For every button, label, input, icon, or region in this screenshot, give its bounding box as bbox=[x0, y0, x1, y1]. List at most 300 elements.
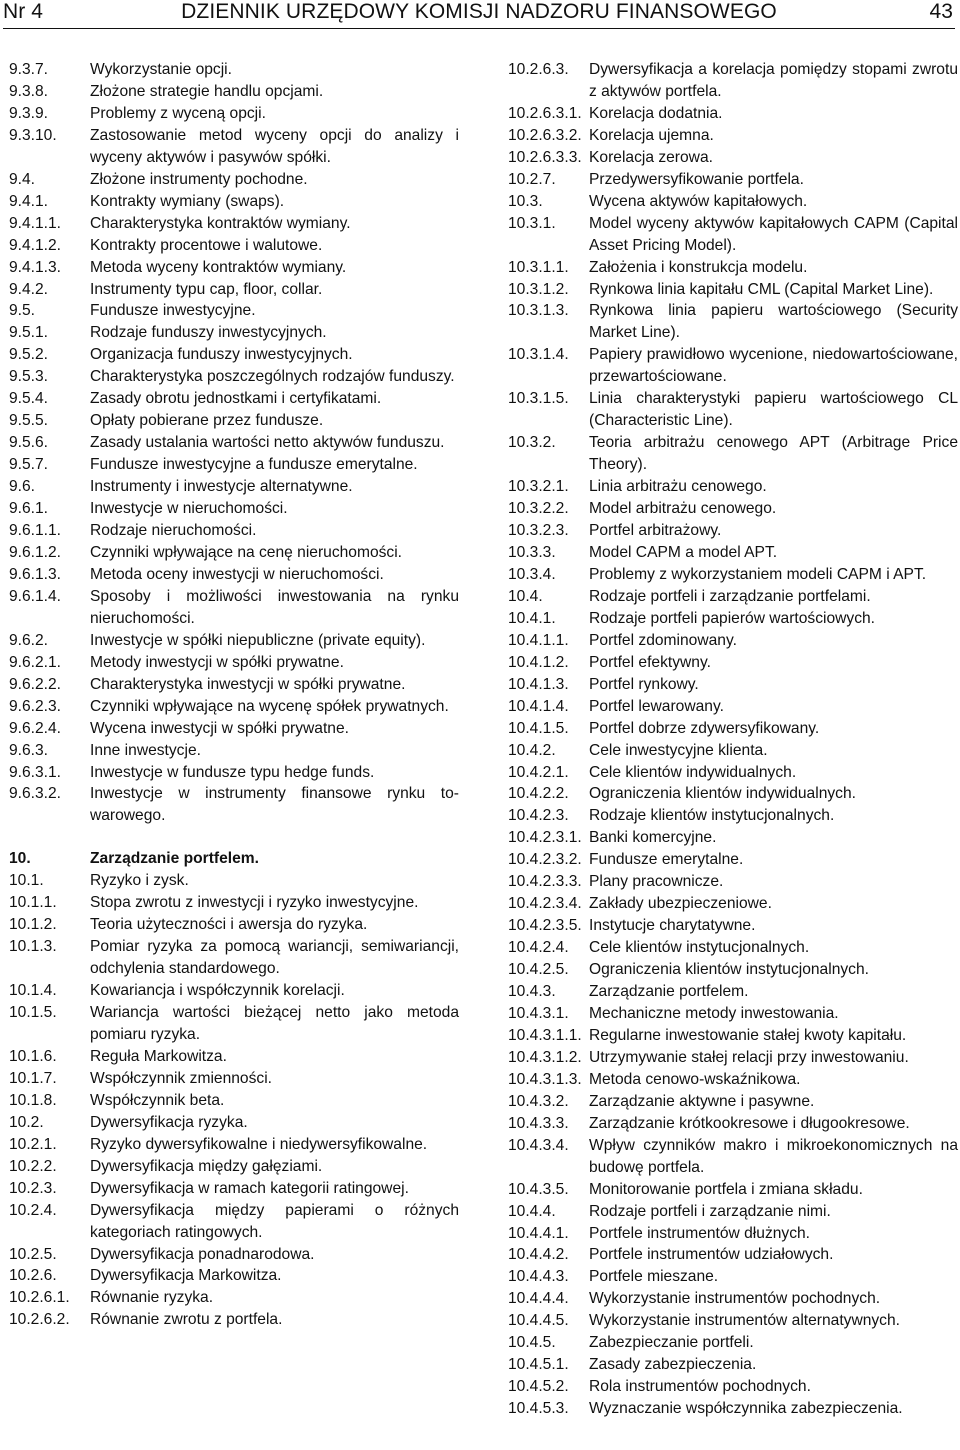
entry-number: 10.4.3.4. bbox=[508, 1136, 569, 1154]
entry-number: 9.5.6. bbox=[9, 434, 49, 452]
entry-number: 10.4.2.3.1. bbox=[508, 829, 582, 847]
entry-number: 10.3.1.5. bbox=[508, 390, 569, 408]
toc-entry bbox=[9, 1046, 459, 1068]
entry-title: Rynkowa linia kapitału CML (Capital Market Line). bbox=[589, 280, 934, 298]
entry-title: Inwestycje w nieruchomości. bbox=[90, 500, 288, 518]
entry-title: Rodzaje funduszy inwestycyjnych. bbox=[90, 324, 327, 342]
journal-title: DZIENNIK URZĘDOWY KOMISJI NADZORU FINANSOWEGO bbox=[181, 0, 777, 23]
entry-number: 10.4.5. bbox=[508, 1334, 556, 1352]
toc-entry bbox=[9, 652, 459, 674]
entry-title: Inwestycje w spółki niepubliczne (private equity). bbox=[90, 631, 426, 649]
entry-title: Cele klientów instytucjonalnych. bbox=[589, 939, 810, 957]
entry-number: 9.5.5. bbox=[9, 412, 49, 430]
entry-number: 9.3.9. bbox=[9, 104, 49, 122]
entry-title: Wariancja wartości bieżącej netto jako metoda pomiaru ryzyka. bbox=[90, 1004, 459, 1043]
toc-entry bbox=[9, 1090, 459, 1112]
entry-title: Metoda cenowo-wskaźnikowa. bbox=[589, 1070, 801, 1088]
toc-entry bbox=[508, 762, 958, 784]
toc-entry bbox=[9, 870, 459, 892]
entry-title: Złożone instrumenty pochodne. bbox=[90, 170, 308, 188]
toc-entry bbox=[9, 892, 459, 914]
entry-title: Rynkowa linia papieru wartościowego (Security Market Line). bbox=[589, 302, 958, 342]
entry-number: 10.4.3.1. bbox=[508, 1004, 569, 1022]
toc-entry bbox=[508, 257, 958, 279]
entry-title: Dywersyfikacja w ramach kategorii ratingowej. bbox=[90, 1179, 409, 1197]
entry-title: Opłaty pobierane przez fundusze. bbox=[90, 412, 324, 430]
entry-number: 10.4.2.3.4. bbox=[508, 895, 582, 913]
toc-entry bbox=[9, 1112, 459, 1134]
toc-entry bbox=[508, 498, 958, 520]
toc-entry bbox=[9, 586, 459, 630]
toc-entry bbox=[508, 849, 958, 871]
toc-entry bbox=[508, 169, 958, 191]
entry-title: Rodzaje portfeli i zarządzanie portfelami. bbox=[589, 587, 871, 605]
entry-number: 10.1.3. bbox=[9, 938, 57, 956]
entry-title: Ryzyko i zysk. bbox=[90, 872, 189, 890]
entry-title: Charakterystyka poszczególnych rodzajów funduszy. bbox=[90, 368, 455, 386]
entry-number: 9.5.4. bbox=[9, 390, 49, 408]
toc-entry bbox=[508, 805, 958, 827]
entry-number: 10.4.2.3. bbox=[508, 807, 569, 825]
entry-number: 10.3.2.1. bbox=[508, 478, 569, 496]
entry-number: 10.4.1. bbox=[508, 609, 556, 627]
entry-title: Instrumenty typu cap, floor, collar. bbox=[90, 280, 323, 298]
toc-entry bbox=[9, 1134, 459, 1156]
entry-number: 10.4.2.2. bbox=[508, 785, 569, 803]
entry-title: Portfel arbitrażowy. bbox=[589, 522, 722, 540]
toc-entry bbox=[9, 432, 459, 454]
entry-number: 10.4.4.3. bbox=[508, 1268, 569, 1286]
entry-number: 10.4.2. bbox=[508, 741, 556, 759]
toc-entry bbox=[508, 1025, 958, 1047]
entry-title: Portfel rynkowy. bbox=[589, 675, 699, 693]
toc-entry bbox=[508, 630, 958, 652]
entry-title: Papiery prawidłowo wycenione, niedowartościowane, przewartościowane. bbox=[589, 346, 958, 386]
entry-title: Wykorzystanie opcji. bbox=[90, 61, 232, 78]
toc-entry bbox=[508, 388, 958, 432]
toc-entry bbox=[9, 520, 459, 542]
toc-entry bbox=[508, 520, 958, 542]
toc-entry bbox=[508, 564, 958, 586]
entry-title: Rola instrumentów pochodnych. bbox=[589, 1378, 811, 1396]
toc-entry bbox=[508, 300, 958, 344]
entry-number: 10.4.4. bbox=[508, 1202, 556, 1220]
entry-number: 10.2.6.3.1. bbox=[508, 104, 582, 122]
entry-title: Fundusze emerytalne. bbox=[589, 851, 744, 869]
entry-title: Dywersyfikacja a korelacja pomiędzy stopami zwrotu z aktywów portfela. bbox=[589, 61, 958, 100]
entry-title: Fundusze inwestycyjne a fundusze emerytalne. bbox=[90, 456, 418, 474]
entry-number: 10.4.2.5. bbox=[508, 961, 569, 979]
toc-entry bbox=[9, 257, 459, 279]
toc-entry bbox=[508, 827, 958, 849]
entry-number: 9.4.1.3. bbox=[9, 258, 62, 276]
entry-number: 10.2.6.2. bbox=[9, 1311, 70, 1329]
entry-number: 10.4.4.4. bbox=[508, 1290, 569, 1308]
entry-title: Portfele instrumentów udziałowych. bbox=[589, 1246, 834, 1264]
entry-number: 10.4.1.4. bbox=[508, 697, 569, 715]
toc-entry bbox=[9, 914, 459, 936]
entry-number: 10.3.2. bbox=[508, 434, 556, 452]
entry-title: Zasady obrotu jednostkami i certyfikatami. bbox=[90, 390, 382, 408]
toc-entry bbox=[9, 1156, 459, 1178]
entry-title: Dywersyfikacja Markowitza. bbox=[90, 1267, 282, 1285]
entry-title: Dywersyfikacja ryzyka. bbox=[90, 1113, 248, 1131]
entry-title: Instytucje charytatywne. bbox=[589, 917, 756, 935]
entry-number: 10.4.5.3. bbox=[508, 1400, 569, 1418]
entry-number: 9.6.1.1. bbox=[9, 522, 62, 540]
toc-entry bbox=[508, 1069, 958, 1091]
entry-title: Równanie zwrotu z portfela. bbox=[90, 1311, 283, 1329]
toc-entry bbox=[508, 344, 958, 388]
toc-entry bbox=[9, 388, 459, 410]
entry-title: Metody inwestycji w spółki prywatne. bbox=[90, 653, 344, 671]
toc-entry bbox=[508, 213, 958, 257]
entry-title: Równanie ryzyka. bbox=[90, 1289, 214, 1307]
entry-number: 10.4.1.2. bbox=[508, 653, 569, 671]
entry-number: 10.2.5. bbox=[9, 1245, 57, 1263]
toc-entry bbox=[9, 59, 459, 81]
entry-title: Złożone strategie handlu opcjami. bbox=[90, 82, 324, 100]
entry-title: Wpływ czynników makro i mikroekonomicznych na budowę portfela. bbox=[589, 1136, 958, 1176]
page-header bbox=[3, 0, 955, 29]
entry-number: 10.3.1.1. bbox=[508, 258, 569, 276]
toc-entry bbox=[508, 981, 958, 1003]
entry-title: Ograniczenia klientów instytucjonalnych. bbox=[589, 961, 869, 979]
toc-entry bbox=[508, 586, 958, 608]
toc-entry bbox=[9, 498, 459, 520]
entry-title: Dywersyfikacja między papierami o różnych kategoriach ratingowych. bbox=[90, 1201, 459, 1241]
entry-title: Banki komercyjne. bbox=[589, 829, 717, 847]
entry-number: 9.3.10. bbox=[9, 126, 57, 144]
entry-number: 9.4.1.2. bbox=[9, 236, 62, 254]
toc-entry bbox=[9, 103, 459, 125]
entry-title: Kontrakty procentowe i walutowe. bbox=[90, 236, 323, 254]
entry-title: Mechaniczne metody inwestowania. bbox=[589, 1004, 839, 1022]
toc-entry bbox=[9, 718, 459, 740]
entry-title: Portfele mieszane. bbox=[589, 1268, 719, 1286]
entry-number: 10.4.3. bbox=[508, 983, 556, 1001]
toc-entry bbox=[9, 279, 459, 301]
toc-entry bbox=[508, 1223, 958, 1245]
toc-entry bbox=[508, 125, 958, 147]
entry-title: Zarządzanie portfelem. bbox=[589, 983, 749, 1001]
toc-entry bbox=[508, 1179, 958, 1201]
entry-number: 10.3. bbox=[508, 192, 543, 210]
toc-entry bbox=[9, 783, 459, 827]
entry-number: 9.5.7. bbox=[9, 456, 49, 474]
entry-title: Cele inwestycyjne klienta. bbox=[589, 741, 768, 759]
entry-title: Fundusze inwestycyjne. bbox=[90, 302, 256, 320]
entry-title: Czynniki wpływające na wycenę spółek prywatnych. bbox=[90, 697, 449, 715]
toc-entry bbox=[9, 696, 459, 718]
entry-number: 9.6.2. bbox=[9, 631, 49, 649]
toc-entry bbox=[9, 454, 459, 476]
entry-number: 10.2.3. bbox=[9, 1179, 57, 1197]
entry-title: Model wyceny aktywów kapitałowych CAPM (Capital Asset Pricing Model). bbox=[589, 214, 958, 254]
entry-title: Instrumenty i inwestycje alternatywne. bbox=[90, 478, 353, 496]
entry-title: Utrzymywanie stałej relacji przy inwestowaniu. bbox=[589, 1048, 909, 1066]
entry-number: 10.1. bbox=[9, 872, 44, 890]
toc-entry bbox=[508, 1288, 958, 1310]
entry-title: Rodzaje portfeli papierów wartościowych. bbox=[589, 609, 876, 627]
entry-number: 10.4.3.3. bbox=[508, 1114, 569, 1132]
right-column bbox=[508, 59, 958, 1420]
entry-number: 10.3.2.3. bbox=[508, 522, 569, 540]
entry-number: 9.4. bbox=[9, 170, 36, 188]
entry-number: 10.4.3.2. bbox=[508, 1092, 569, 1110]
entry-number: 10.3.1.3. bbox=[508, 302, 569, 320]
entry-title: Portfele instrumentów dłużnych. bbox=[589, 1224, 811, 1242]
entry-number: 10.3.4. bbox=[508, 565, 556, 583]
toc-entry bbox=[9, 125, 459, 169]
entry-number: 10.4.2.3.3. bbox=[508, 873, 582, 891]
toc-entry bbox=[9, 1178, 459, 1200]
entry-title: Rodzaje nieruchomości. bbox=[90, 522, 257, 540]
entry-number: 10.4. bbox=[508, 587, 543, 605]
toc-entry bbox=[508, 1310, 958, 1332]
toc-entry bbox=[9, 1002, 459, 1046]
entry-number: 9.5.3. bbox=[9, 368, 49, 386]
toc-entry bbox=[9, 191, 459, 213]
entry-number: 10.1.4. bbox=[9, 982, 57, 1000]
entry-number: 10.1.6. bbox=[9, 1047, 57, 1065]
entry-title: Cele klientów indywidualnych. bbox=[589, 763, 797, 781]
entry-number: 10.3.1.4. bbox=[508, 346, 569, 364]
entry-title: Zasady zabezpieczenia. bbox=[589, 1356, 757, 1374]
entry-number: 10.3.1.2. bbox=[508, 280, 569, 298]
toc-entry bbox=[9, 476, 459, 498]
toc-entry bbox=[9, 1068, 459, 1090]
entry-title: Korelacja zerowa. bbox=[589, 148, 713, 166]
entry-number: 10.2.2. bbox=[9, 1157, 57, 1175]
toc-entry bbox=[508, 279, 958, 301]
entry-number: 10.2. bbox=[9, 1113, 44, 1131]
entry-number: 9.6.3.1. bbox=[9, 763, 62, 781]
toc-entry bbox=[9, 322, 459, 344]
entry-title: Przedywersyfikowanie portfela. bbox=[589, 170, 804, 188]
toc-entry bbox=[9, 300, 459, 322]
toc-entry bbox=[508, 1266, 958, 1288]
entry-number: 10. bbox=[9, 850, 31, 868]
entry-number: 9.6.1. bbox=[9, 500, 49, 518]
toc-entry bbox=[9, 344, 459, 366]
entry-number: 10.4.4.1. bbox=[508, 1224, 569, 1242]
entry-number: 10.4.2.1. bbox=[508, 763, 569, 781]
entry-title: Korelacja dodatnia. bbox=[589, 104, 723, 122]
toc-entry bbox=[508, 1003, 958, 1025]
entry-title: Portfel efektywny. bbox=[589, 653, 711, 671]
entry-number: 10.2.6.3. bbox=[508, 61, 569, 78]
entry-title: Wykorzystanie instrumentów alternatywnych. bbox=[589, 1312, 900, 1330]
entry-title: Zabezpieczanie portfeli. bbox=[589, 1334, 754, 1352]
entry-number: 10.2.1. bbox=[9, 1135, 57, 1153]
entry-title: Wycena aktywów kapitałowych. bbox=[589, 192, 808, 210]
toc-entry bbox=[9, 410, 459, 432]
entry-title: Kowariancja i współczynnik korelacji. bbox=[90, 982, 345, 1000]
section-heading bbox=[9, 848, 459, 870]
entry-title: Zarządzanie aktywne i pasywne. bbox=[589, 1092, 815, 1110]
entry-number: 9.6.3. bbox=[9, 741, 49, 759]
toc-entry bbox=[508, 1113, 958, 1135]
entry-number: 9.6.1.2. bbox=[9, 543, 62, 561]
entry-number: 9.3.8. bbox=[9, 82, 49, 100]
entry-number: 10.4.2.3.2. bbox=[508, 851, 582, 869]
toc-entry bbox=[9, 1200, 459, 1244]
toc-entry bbox=[9, 81, 459, 103]
toc-entry bbox=[9, 1244, 459, 1266]
entry-number: 9.6.3.2. bbox=[9, 785, 62, 803]
entry-number: 9.4.2. bbox=[9, 280, 49, 298]
entry-number: 10.2.6. bbox=[9, 1267, 57, 1285]
toc-entry bbox=[9, 366, 459, 388]
toc-entry bbox=[508, 476, 958, 498]
entry-number: 10.4.5.2. bbox=[508, 1378, 569, 1396]
toc-entry bbox=[508, 1091, 958, 1113]
entry-title: Ograniczenia klientów indywidualnych. bbox=[589, 785, 856, 803]
toc-entry bbox=[508, 740, 958, 762]
entry-number: 10.4.5.1. bbox=[508, 1356, 569, 1374]
toc-entry bbox=[9, 213, 459, 235]
entry-number: 10.1.2. bbox=[9, 916, 57, 934]
entry-title: Inwestycje w instrumenty finansowe rynku towarowego. bbox=[90, 785, 459, 825]
toc-entry bbox=[508, 432, 958, 476]
toc-entry bbox=[508, 652, 958, 674]
toc-entry bbox=[9, 630, 459, 652]
entry-title: Inwestycje w fundusze typu hedge funds. bbox=[90, 763, 375, 781]
entry-title: Ryzyko dywersyfikowalne i niedywersyfikowalne. bbox=[90, 1135, 428, 1153]
entry-title: Zasady ustalania wartości netto aktywów funduszu. bbox=[90, 434, 445, 452]
entry-number: 9.6. bbox=[9, 478, 36, 496]
entry-title: Założenia i konstrukcja modelu. bbox=[589, 258, 808, 276]
entry-title: Teoria arbitrażu cenowego APT (Arbitrage Price Theory). bbox=[589, 434, 958, 474]
entry-title: Monitorowanie portfela i zmiana składu. bbox=[589, 1180, 863, 1198]
toc-entry bbox=[508, 1398, 958, 1420]
entry-title: Inne inwestycje. bbox=[90, 741, 201, 759]
entry-number: 10.4.1.5. bbox=[508, 719, 569, 737]
toc-entry bbox=[508, 191, 958, 213]
entry-number: 10.4.4.5. bbox=[508, 1312, 569, 1330]
entry-title: Metoda wyceny kontraktów wymiany. bbox=[90, 258, 347, 276]
toc-entry bbox=[508, 718, 958, 740]
toc-entry bbox=[9, 169, 459, 191]
entry-title: Wyznaczanie współczynnika zabezpieczenia. bbox=[589, 1400, 903, 1418]
toc-entry bbox=[508, 915, 958, 937]
entry-title: Stopa zwrotu z inwestycji i ryzyko inwestycyjne. bbox=[90, 894, 419, 912]
entry-title: Portfel dobrze zdywersyfikowany. bbox=[589, 719, 820, 737]
entry-title: Zastosowanie metod wyceny opcji do analizy i wyceny aktywów i pasywów spółki. bbox=[90, 126, 459, 166]
entry-number: 9.6.1.3. bbox=[9, 565, 62, 583]
entry-number: 10.4.3.1.3. bbox=[508, 1070, 582, 1088]
entry-title: Czynniki wpływające na cenę nieruchomości. bbox=[90, 543, 403, 561]
entry-title: Kontrakty wymiany (swaps). bbox=[90, 192, 285, 210]
entry-title: Model CAPM a model APT. bbox=[589, 543, 778, 561]
entry-title: Rodzaje portfeli i zarządzanie nimi. bbox=[589, 1202, 831, 1220]
toc-entry bbox=[508, 147, 958, 169]
toc-entry bbox=[508, 542, 958, 564]
toc-entry bbox=[508, 1354, 958, 1376]
entry-number: 10.4.3.5. bbox=[508, 1180, 569, 1198]
entry-number: 9.6.2.4. bbox=[9, 719, 62, 737]
toc-entry bbox=[9, 980, 459, 1002]
entry-title: Linia arbitrażu cenowego. bbox=[589, 478, 767, 496]
toc-entry bbox=[508, 674, 958, 696]
page-number-label: Nr 4 bbox=[3, 0, 44, 23]
entry-title: Charakterystyka kontraktów wymiany. bbox=[90, 214, 351, 232]
entry-number: 10.1.8. bbox=[9, 1091, 57, 1109]
entry-title: Portfel zdominowany. bbox=[589, 631, 737, 649]
entry-title: Charakterystyka inwestycji w spółki prywatne. bbox=[90, 675, 406, 693]
toc-entry bbox=[508, 937, 958, 959]
entry-number: 10.1.7. bbox=[9, 1069, 57, 1087]
toc-entry bbox=[9, 564, 459, 586]
entry-title: Plany pracownicze. bbox=[589, 873, 724, 891]
toc-entry bbox=[9, 542, 459, 564]
left-column bbox=[9, 59, 459, 1331]
entry-number: 10.2.4. bbox=[9, 1201, 57, 1219]
entry-title: Dywersyfikacja ponadnarodowa. bbox=[90, 1245, 315, 1263]
entry-number: 9.5. bbox=[9, 302, 36, 320]
toc-entry bbox=[508, 871, 958, 893]
entry-number: 10.4.1.3. bbox=[508, 675, 569, 693]
entry-number: 9.5.1. bbox=[9, 324, 49, 342]
entry-title: Dywersyfikacja między gałęziami. bbox=[90, 1157, 323, 1175]
entry-number: 9.5.2. bbox=[9, 346, 49, 364]
entry-number: 10.4.1.1. bbox=[508, 631, 569, 649]
toc-entry bbox=[508, 1135, 958, 1179]
entry-title: Rodzaje klientów instytucjonalnych. bbox=[589, 807, 835, 825]
entry-number: 10.2.6.1. bbox=[9, 1289, 70, 1307]
toc-entry bbox=[9, 674, 459, 696]
toc-entry bbox=[9, 1287, 459, 1309]
entry-number: 9.6.2.1. bbox=[9, 653, 62, 671]
entry-number: 10.2.6.3.2. bbox=[508, 126, 582, 144]
entry-title: Organizacja funduszy inwestycyjnych. bbox=[90, 346, 353, 364]
entry-title: Regularne inwestowanie stałej kwoty kapitału. bbox=[589, 1026, 907, 1044]
entry-title: Portfel lewarowany. bbox=[589, 697, 724, 715]
entry-title: Teoria użyteczności i awersja do ryzyka. bbox=[90, 916, 368, 934]
toc-entry bbox=[508, 1047, 958, 1069]
entry-number: 9.6.2.2. bbox=[9, 675, 62, 693]
toc-entry bbox=[9, 762, 459, 784]
entry-number: 10.4.2.3.5. bbox=[508, 917, 582, 935]
entry-number: 10.1.5. bbox=[9, 1004, 57, 1022]
toc-entry bbox=[508, 1376, 958, 1398]
entry-title: Zarządzanie portfelem. bbox=[90, 850, 259, 868]
entry-title: Wykorzystanie instrumentów pochodnych. bbox=[589, 1290, 881, 1308]
entry-number: 9.6.1.4. bbox=[9, 587, 62, 605]
entry-title: Współczynnik beta. bbox=[90, 1091, 225, 1109]
toc-entry bbox=[9, 936, 459, 980]
page-number: 43 bbox=[929, 0, 953, 23]
entry-number: 9.6.2.3. bbox=[9, 697, 62, 715]
toc-entry bbox=[508, 959, 958, 981]
entry-number: 10.4.2.4. bbox=[508, 939, 569, 957]
entry-title: Problemy z wyceną opcji. bbox=[90, 104, 266, 122]
entry-title: Pomiar ryzyka za pomocą wariancji, semiwariancji, odchylenia standardowego. bbox=[90, 938, 459, 978]
toc-entry bbox=[508, 1244, 958, 1266]
entry-title: Model arbitrażu cenowego. bbox=[589, 500, 777, 518]
toc-entry bbox=[508, 783, 958, 805]
entry-number: 10.4.3.1.2. bbox=[508, 1048, 582, 1066]
toc-entry bbox=[508, 696, 958, 718]
toc-entry bbox=[508, 893, 958, 915]
entry-number: 10.2.6.3.3. bbox=[508, 148, 582, 166]
entry-number: 9.3.7. bbox=[9, 61, 49, 78]
entry-title: Linia charakterystyki papieru wartościowego CL (Characteristic Line). bbox=[589, 390, 958, 430]
toc-entry bbox=[9, 740, 459, 762]
entry-number: 10.4.4.2. bbox=[508, 1246, 569, 1264]
toc-entry bbox=[508, 103, 958, 125]
